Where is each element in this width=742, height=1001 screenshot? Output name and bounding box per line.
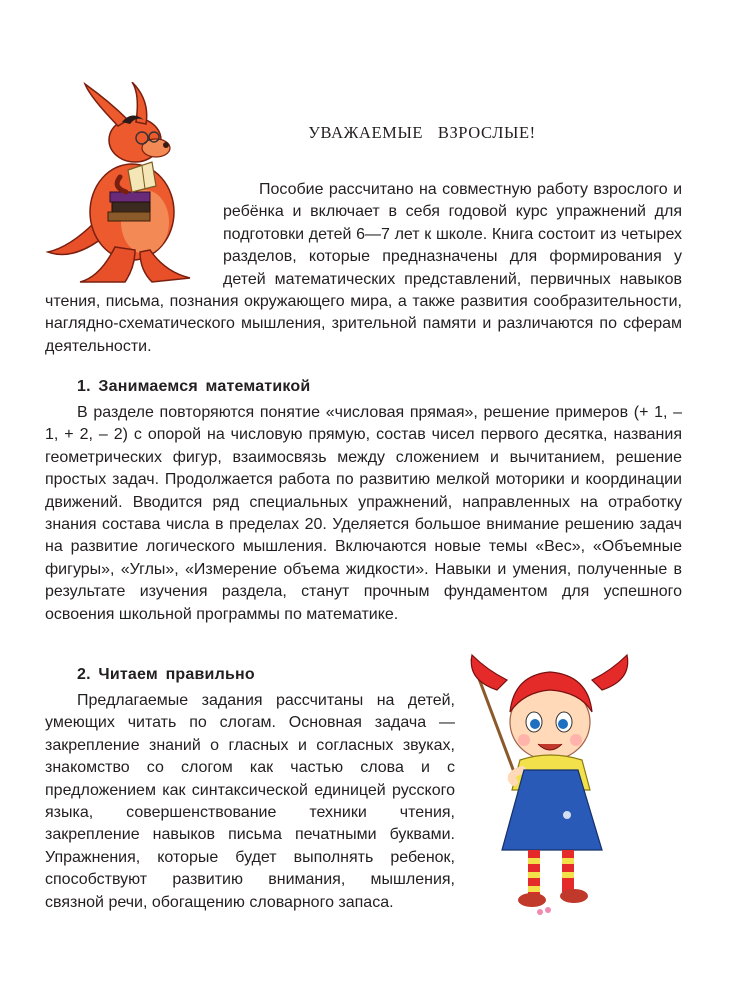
page-title: УВАЖАЕМЫЕ ВЗРОСЛЫЕ! xyxy=(308,123,536,142)
intro-block xyxy=(45,179,682,358)
intro-paragraph: Пособие рассчитано на совместную работу взрослого и ребёнка и включает в себя годовой курс упражнений для подготовки детей 6—7 лет к школе. Книга состоит из четырех разделов, которые предназначены для формирования у детей математических представлений, первичных навыков чтения, письма, познания окружающего мира, а также развития сообразительности, наглядно-схематического мышления, зрительной памяти и различаются по сферам деятельности. xyxy=(45,181,682,355)
illustration-spacer xyxy=(45,179,223,291)
girl-with-pointer-illustration xyxy=(462,650,642,920)
section-math-body: В разделе повторяются понятие «числовая прямая», решение примеров (+ 1, – 1, + 2, – 2) с опорой на числовую прямую, состав чисел первого десятка, названия геометрических фигур, взаимосвязь между сложением и вычитанием, решение простых задач. Продолжается работа по развитию мелкой моторики и координации движений. Вводится ряд специальных упражнений, направленных на отработку знания состава числа в пределах 20. Уделяется большое внимание решению задач на развитие логического мышления. Включаются новые темы «Вес», «Объемные фигуры», «Углы», «Измерение объема жидкости». Навыки и умения, полученные в результате изучения раздела, станут прочным фундаментом для успешного освоения школьной программы по математике. xyxy=(45,404,682,623)
section-heading-reading: 2. Читаем правильно xyxy=(77,666,255,683)
section-math xyxy=(45,402,682,626)
section-reading-body: Предлагаемые задания рассчитаны на детей, умеющих читать по слогам. Основная задача — закрепление знаний о гласных и согласных звуках, знакомство со слогом как частью слова и с предложением как синтаксической единицей русского языка, совершенствование техники чтения, закрепление навыков письма печатными буквами. Упражнения, которые будет выполнять ребенок, способствуют развитию внимания, мышления, связной речи, обогащению словарного запаса. xyxy=(45,692,455,911)
section-heading-math: 1. Занимаемся математикой xyxy=(77,378,311,395)
section-reading xyxy=(45,690,455,914)
